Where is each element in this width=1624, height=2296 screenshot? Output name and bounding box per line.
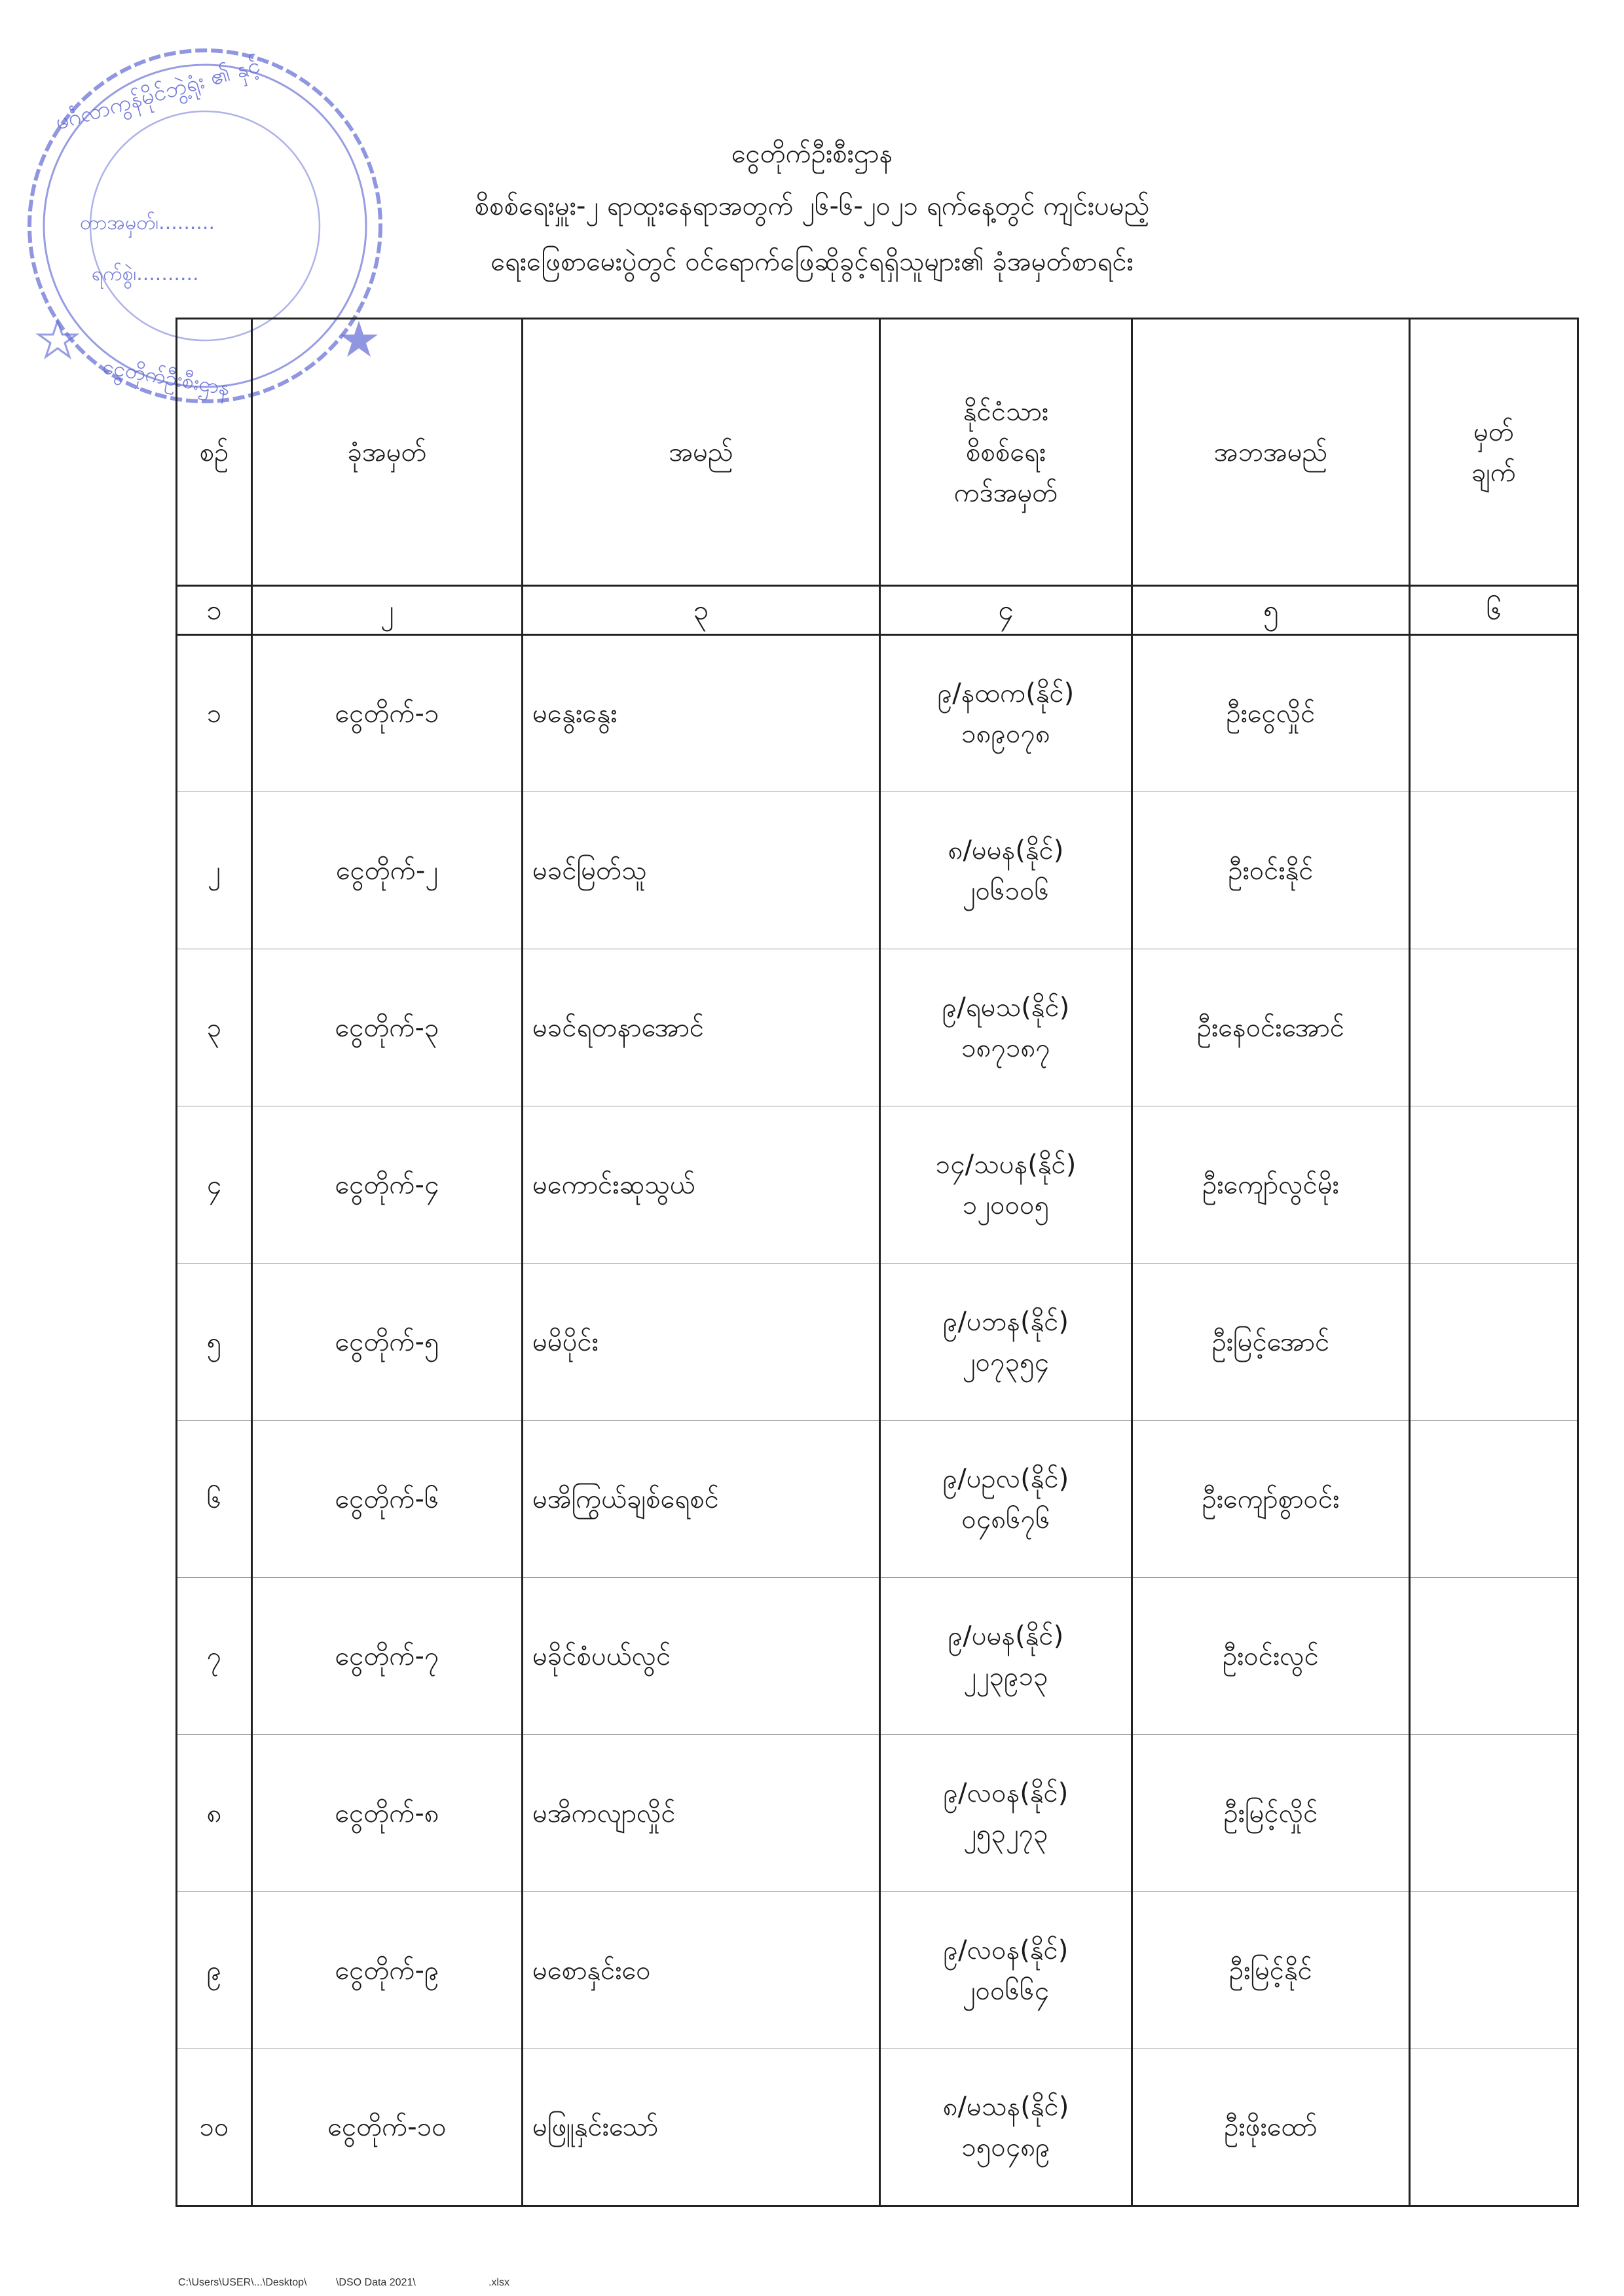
cell-seat: ငွေတိုက်-၅ xyxy=(252,1264,523,1421)
cell-remark xyxy=(1410,1106,1578,1264)
col-number: ၅ xyxy=(1132,586,1410,635)
cell-father: ဦးကျော်စွာဝင်း xyxy=(1132,1421,1410,1578)
seal-date-line: ရက်စွဲ၊.......... xyxy=(92,263,199,285)
cell-no: ၈ xyxy=(177,1735,252,1892)
seal-top-text: မင်္ဂလာကွန်မိုင်ဘွဲ့ရုံး ၏ နှင့် xyxy=(52,52,263,136)
cell-no: ၆ xyxy=(177,1421,252,1578)
cell-nrc: ၉/လဝန(နိုင်) ၂၅၃၂၇၃ xyxy=(880,1735,1132,1892)
cell-no: ၄ xyxy=(177,1106,252,1264)
cell-remark xyxy=(1410,1735,1578,1892)
cell-name: မနွေးနွေး xyxy=(523,635,880,792)
cell-remark xyxy=(1410,635,1578,792)
seal-number-line: တာအမှတ်၊......... xyxy=(80,211,215,234)
cell-seat: ငွေတိုက်-၁ xyxy=(252,635,523,792)
cell-nrc: ၈/မသန(နိုင်) ၁၅၀၄၈၉ xyxy=(880,2049,1132,2206)
cell-seat: ငွေတိုက်-၁၀ xyxy=(252,2049,523,2206)
cell-no: ၃ xyxy=(177,949,252,1106)
cell-remark xyxy=(1410,792,1578,949)
seal-star-left-icon xyxy=(39,321,77,357)
cell-no: ၉ xyxy=(177,1892,252,2049)
cell-remark xyxy=(1410,1892,1578,2049)
table-row xyxy=(177,2049,1578,2206)
col-number: ၂ xyxy=(252,586,523,635)
cell-no: ၁၀ xyxy=(177,2049,252,2206)
cell-remark xyxy=(1410,1264,1578,1421)
col-number: ၆ xyxy=(1410,586,1578,635)
page-title-department: ငွေတိုက်ဦးစီးဌာန xyxy=(731,139,893,169)
col-number: ၄ xyxy=(880,586,1132,635)
col-header-no: စဉ် xyxy=(177,319,252,586)
col-header-nrc: နိုင်ငံသား စိစစ်ရေး ကဒ်အမှတ် xyxy=(880,319,1132,586)
cell-father: ဦးကျော်လွင်မိုး xyxy=(1132,1106,1410,1264)
cell-nrc: ၉/ပဘန(နိုင်) ၂၀၇၃၅၄ xyxy=(880,1264,1132,1421)
table-row xyxy=(177,949,1578,1106)
cell-seat: ငွေတိုက်-၈ xyxy=(252,1735,523,1892)
col-number: ၁ xyxy=(177,586,252,635)
cell-father: ဦးမြင့်လှိုင် xyxy=(1132,1735,1410,1892)
cell-name: မအိကလျာလှိုင် xyxy=(523,1735,880,1892)
cell-father: ဦးဖိုးထော် xyxy=(1132,2049,1410,2206)
page-title-exam: စိစစ်ရေးမှူး-၂ ရာထူးနေရာအတွက် ၂၆-၆-၂၀၂၁ ရက်နေ့တွင် ကျင်းပမည့် xyxy=(474,191,1150,221)
cell-father: ဦးမြင့်အောင် xyxy=(1132,1264,1410,1421)
cell-father: ဦးငွေလှိုင် xyxy=(1132,635,1410,792)
table-row xyxy=(177,1735,1578,1892)
table-row xyxy=(177,792,1578,949)
cell-father: ဦးနေဝင်းအောင် xyxy=(1132,949,1410,1106)
cell-nrc: ၉/ပဥလ(နိုင်) ၀၄၈၆၇၆ xyxy=(880,1421,1132,1578)
cell-name: မကောင်းဆုသွယ် xyxy=(523,1106,880,1264)
cell-remark xyxy=(1410,2049,1578,2206)
cell-name: မခိုင်စံပယ်လွင် xyxy=(523,1578,880,1735)
cell-nrc: ၉/နထက(နိုင်) ၁၈၉၀၇၈ xyxy=(880,635,1132,792)
col-number: ၃ xyxy=(523,586,880,635)
cell-nrc: ၉/လဝန(နိုင်) ၂၀၀၆၆၄ xyxy=(880,1892,1132,2049)
cell-seat: ငွေတိုက်-၆ xyxy=(252,1421,523,1578)
col-header-father: အဘအမည် xyxy=(1132,319,1410,586)
col-header-name: အမည် xyxy=(523,319,880,586)
table-row xyxy=(177,1892,1578,2049)
cell-nrc: ၉/ရမသ(နိုင်) ၁၈၇၁၈၇ xyxy=(880,949,1132,1106)
cell-name: မခင်ရတနာအောင် xyxy=(523,949,880,1106)
table-header-row xyxy=(177,319,1578,586)
cell-seat: ငွေတိုက်-၉ xyxy=(252,1892,523,2049)
table-row xyxy=(177,1106,1578,1264)
col-header-remark: မှတ် ချက် xyxy=(1410,319,1578,586)
cell-father: ဦးဝင်းလွင် xyxy=(1132,1578,1410,1735)
cell-name: မစောနှင်းဝေ xyxy=(523,1892,880,2049)
cell-seat: ငွေတိုက်-၂ xyxy=(252,792,523,949)
page-title-list: ရေးဖြေစာမေးပွဲတွင် ဝင်ရောက်ဖြေဆိုခွင့်ရရှိသူများ၏ ခုံအမှတ်စာရင်း xyxy=(490,247,1134,277)
cell-name: မအိကြွယ်ချစ်ရေစင် xyxy=(523,1421,880,1578)
cell-no: ၅ xyxy=(177,1264,252,1421)
table-row xyxy=(177,1421,1578,1578)
cell-remark xyxy=(1410,1578,1578,1735)
cell-name: မမိပိုင်း xyxy=(523,1264,880,1421)
col-header-seat: ခုံအမှတ် xyxy=(252,319,523,586)
file-path-left: C:\Users\USER\...\Desktop\ xyxy=(178,2277,307,2288)
table-row xyxy=(177,635,1578,792)
seat-number-table xyxy=(175,318,1579,2207)
cell-seat: ငွေတိုက်-၃ xyxy=(252,949,523,1106)
cell-seat: ငွေတိုက်-၇ xyxy=(252,1578,523,1735)
cell-remark xyxy=(1410,949,1578,1106)
cell-no: ၂ xyxy=(177,792,252,949)
cell-remark xyxy=(1410,1421,1578,1578)
cell-seat: ငွေတိုက်-၄ xyxy=(252,1106,523,1264)
cell-father: ဦးမြင့်နိုင် xyxy=(1132,1892,1410,2049)
seal-bottom-text: ငွေတိုက်ဦးစီးဌာန xyxy=(100,354,232,401)
cell-nrc: ၈/မမန(နိုင်) ၂၀၆၁၀၆ xyxy=(880,792,1132,949)
file-path-right: .xlsx xyxy=(488,2277,509,2288)
cell-nrc: ၁၄/သပန(နိုင်) ၁၂၀၀၀၅ xyxy=(880,1106,1132,1264)
cell-nrc: ၉/ပမန(နိုင်) ၂၂၃၉၁၃ xyxy=(880,1578,1132,1735)
file-path-footer xyxy=(178,2277,509,2289)
cell-father: ဦးဝင်းနိုင် xyxy=(1132,792,1410,949)
cell-name: မခင်မြတ်သူ xyxy=(523,792,880,949)
file-path-middle: \DSO Data 2021\ xyxy=(335,2277,416,2288)
cell-no: ၇ xyxy=(177,1578,252,1735)
cell-no: ၁ xyxy=(177,635,252,792)
table-row xyxy=(177,1264,1578,1421)
table-row xyxy=(177,1578,1578,1735)
cell-name: မဖြူနှင်းသော် xyxy=(523,2049,880,2206)
column-number-row xyxy=(177,586,1578,635)
